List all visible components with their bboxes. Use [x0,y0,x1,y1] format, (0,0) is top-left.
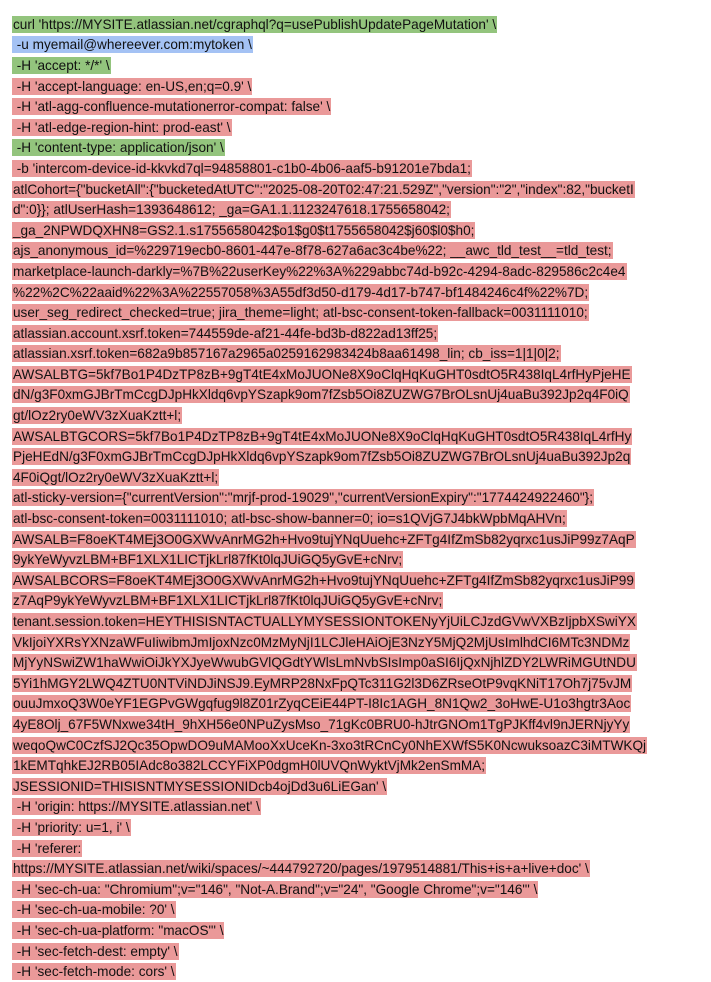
command-line [12,508,702,529]
highlighted-text: -H 'content-type: application/json' \ [13,140,224,156]
highlighted-text: https://MYSITE.atlassian.net/wiki/spaces/~444792720/pages/1979514881/This+is+a+live+doc' \ [13,861,589,877]
command-line [12,591,702,612]
command-line [12,405,702,426]
command-line [12,76,702,97]
highlighted-text: atl-bsc-consent-token=0031111010; atl-bsc-show-banner=0; io=s1QVjG7J4bkWpbMqAHVn; [13,511,566,527]
command-line [12,673,702,694]
command-line [12,714,702,735]
command-line [12,55,702,76]
command-line [12,529,702,550]
curl-command-text [12,14,702,982]
highlighted-text: -H 'sec-fetch-dest: empty' \ [13,943,178,959]
highlighted-text: -H 'referer: [13,840,82,856]
highlighted-text: AWSALB=F8oeKT4MEj3O0GXWvAnrMG2h+Hvo9tujYNqUuehc+ZFTg4IfZmSb82yqrxc1usJiP99z7AqP [13,531,635,547]
command-line [12,570,702,591]
highlighted-text: ajs_anonymous_id=%229719ecb0-8601-447e-8f78-627a6ac3c4be%22; __awc_tld_test__=tld_test; [13,243,612,259]
highlighted-text: atlCohort={"bucketAll":{"bucketedAtUTC":"2025-08-20T02:47:21.529Z","version":"2","index":82,"bucketI [13,181,634,197]
command-line [12,96,702,117]
highlighted-text: tenant.session.token=HEYTHISISNTACTUALLYMYSESSIONTOKENyYjUiLCJzdGVwVXBzIjpbXSwiYX [13,614,636,630]
command-line [12,838,702,859]
command-line [12,385,702,406]
highlighted-text: -u myemail@whereever.com:mytoken \ [13,37,252,53]
command-line [12,961,702,982]
command-line [12,735,702,756]
command-line [12,302,702,323]
command-line [12,241,702,262]
command-line [12,488,702,509]
command-line [12,694,702,715]
command-line [12,138,702,159]
highlighted-text: -H 'accept: */*' \ [13,57,110,73]
highlighted-text: AWSALBCORS=F8oeKT4MEj3O0GXWvAnrMG2h+Hvo9tujYNqUuehc+ZFTg4IfZmSb82yqrxc1usJiP99 [13,572,634,588]
command-line [12,611,702,632]
highlighted-text: -H 'sec-ch-ua-mobile: ?0' \ [13,902,175,918]
highlighted-text: ouuJmxoQ3W0eYF1EGPvGWgqfug9l8Z01rZyqCEiE44PT-I8Ic1AGH_8N1Qw2_3oHwE-U1o3hgtr3Aoc [13,696,631,712]
command-line [12,158,702,179]
command-line [12,941,702,962]
highlighted-text: gt/lOz2ry0eWV3zXuaKztt+l; [13,408,182,424]
command-line [12,879,702,900]
command-line [12,364,702,385]
highlighted-text: curl 'https://MYSITE.atlassian.net/cgraphql?q=usePublishUpdatePageMutation' \ [13,16,497,32]
highlighted-text: MjYyNSwiZW1haWwiOiJkYXJyeWwubGVlQGdtYWlsLmNvbSIsImp0aSI6IjQxNjhlZDY2LWRiMGUtNDU [13,655,636,671]
command-line [12,858,702,879]
command-line [12,179,702,200]
highlighted-text: weqoQwC0CzfSJ2Qc35OpwDO9uMAMooXxUceKn-3xo3tRCnCy0NhEXWfS5K0NcwuksoazC3iMTWKQj [13,737,647,753]
highlighted-text: 5Yi1hMGY2LWQ4ZTU0NTViNDJiNSJ9.EyMRP28NxFpQTc311G2l3D6ZRseOtP9vqKNiT17Oh7j75vJM [13,675,632,691]
highlighted-text: marketplace-launch-darkly=%7B%22userKey%22%3A%229abbc74d-b92c-4294-8adc-829586c2c4e4 [13,263,626,279]
highlighted-text: 9ykYeWyvzLBM+BF1XLX1LICTjkLrl87fKt0lqJUiGQ5yGvE+cNrv; [13,552,403,568]
highlighted-text: user_seg_redirect_checked=true; jira_theme=light; atl-bsc-consent-token-fallback=0031111010; [13,305,588,321]
highlighted-text: z7AqP9ykYeWyvzLBM+BF1XLX1LICTjkLrl87fKt0lqJUiGQ5yGvE+cNrv; [13,593,443,609]
highlighted-text: PjeHEdN/g3F0xmGJBrTmCcgDJpHkXldq6vpYSzapk9om7fZsb5Oi8ZUZWG7BrOLsnUj4uaBu392Jp2q [13,449,631,465]
command-line [12,652,702,673]
highlighted-text: _ga_2NPWDQXHN8=GS2.1.s1755658042$o1$g0$t1755658042$j60$l0$h0; [13,222,475,238]
command-line [12,900,702,921]
highlighted-text: atl-sticky-version={"currentVersion":"mrjf-prod-19029","currentVersionExpiry":"1774424922460"}; [13,490,594,506]
command-line [12,323,702,344]
highlighted-text: -H 'origin: https://MYSITE.atlassian.net' \ [13,799,260,815]
highlighted-text: dN/g3F0xmGJBrTmCcgDJpHkXldq6vpYSzapk9om7fZsb5Oi8ZUZWG7BrOLsnUj4uaBu392Jp2q4F0iQ [13,387,629,403]
command-line [12,797,702,818]
highlighted-text: 1kEMTqhkEJ2RB05IAdc8o382LCCYFiXP0dgmH0lUVQnWyktVjMk2enSmMA; [13,758,486,774]
command-line [12,817,702,838]
highlighted-text: JSESSIONID=THISISNTMYSESSIONIDcb4ojDd3u6LiEGan' \ [13,778,387,794]
highlighted-text: atlassian.xsrf.token=682a9b857167a2965a0259162983424b8aa61498_lin; cb_iss=1|1|0|2; [13,346,560,362]
highlighted-text: VkIjoiYXRsYXNzaWFuIiwibmJmIjoxNzc0MzMyNjI1LCJleHAiOjE3NzY5MjQ2MjUsImlhdCI6MTc3NDMz [13,634,630,650]
highlighted-text: -H 'priority: u=1, i' \ [13,819,130,835]
command-line [12,35,702,56]
command-line [12,426,702,447]
highlighted-text: -H 'accept-language: en-US,en;q=0.9' \ [13,78,252,94]
command-line [12,632,702,653]
command-line [12,776,702,797]
highlighted-text: 4yE8Olj_67F5WNxwe34tH_9hXH56e0NPuZysMso_71gKc0BRU0-hJtrGNOm1TgPJKff4vl9nJERNjyYy [13,716,630,732]
highlighted-text: -H 'sec-ch-ua: "Chromium";v="146", "Not-A.Brand";v="24", "Google Chrome";v="146"' \ [13,881,538,897]
command-line [12,282,702,303]
command-line [12,117,702,138]
highlighted-text: %22%2C%22aaid%22%3A%22557058%3A55df3d50-d179-4d17-b747-bf1484246c4f%22%7D; [13,284,589,300]
command-line [12,199,702,220]
highlighted-text: -H 'atl-edge-region-hint: prod-east' \ [13,119,231,135]
highlighted-text: AWSALBTG=5kf7Bo1P4DzTP8zB+9gT4tE4xMoJUONe8X9oClqHqKuGHT0sdtO5R438IqL4rfHyPjeHE [13,366,631,382]
highlighted-text: atlassian.account.xsrf.token=744559de-af21-44fe-bd3b-d822ad13ff25; [13,325,438,341]
highlighted-text: AWSALBTGCORS=5kf7Bo1P4DzTP8zB+9gT4tE4xMoJUONe8X9oClqHqKuGHT0sdtO5R438IqL4rfHy [13,428,632,444]
command-line [12,920,702,941]
command-line [12,261,702,282]
command-line [12,755,702,776]
command-line [12,220,702,241]
highlighted-text: -H 'sec-ch-ua-platform: "macOS"' \ [13,922,224,938]
highlighted-text: 4F0iQgt/lOz2ry0eWV3zXuaKztt+l; [13,469,219,485]
highlighted-text: d":0}}; atlUserHash=1393648612; _ga=GA1.1.1123247618.1755658042; [13,202,450,218]
highlighted-text: -b 'intercom-device-id-kkvkd7ql=94858801-c1b0-4b06-aaf5-b91201e7bda1; [13,160,471,176]
command-line [12,467,702,488]
command-line [12,14,702,35]
command-line [12,344,702,365]
highlighted-text: -H 'atl-agg-confluence-mutationerror-compat: false' \ [13,99,331,115]
command-line [12,446,702,467]
command-line [12,549,702,570]
highlighted-text: -H 'sec-fetch-mode: cors' \ [13,964,175,980]
